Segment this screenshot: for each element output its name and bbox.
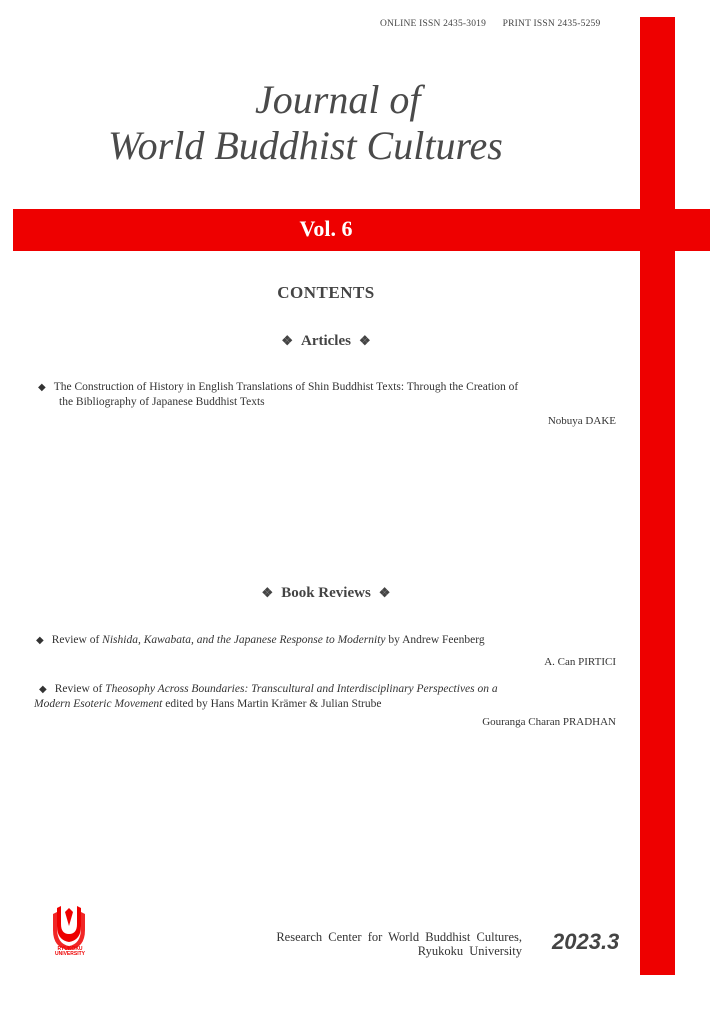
book-title: Nishida, Kawabata, and the Japanese Response to Modernity [102, 634, 386, 646]
red-vertical-bar [640, 17, 675, 975]
review-entry[interactable]: ◆ Review of Theosophy Across Boundaries: Transcultural and Interdisciplinary Perspectives on a Modern Esoteric Movement edited by Hans Martin Krämer & Julian Strube [34, 683, 498, 710]
review-author: Gouranga Charan PRADHAN [482, 716, 616, 728]
article-title-line1: The Construction of History in English Translations of Shin Buddhist Texts: Through the Creation of [53, 381, 519, 393]
article-title-line2: the Bibliography of Japanese Buddhist Texts [59, 396, 265, 408]
contents-heading: CONTENTS [277, 283, 375, 302]
diamond-bullet-icon: ◆ [36, 635, 44, 646]
ornament-icon: ❖ [261, 585, 274, 600]
review-author: A. Can PIRTICI [544, 656, 616, 668]
print-issn: PRINT ISSN 2435-5259 [502, 19, 601, 29]
article-entry[interactable] [38, 380, 628, 410]
volume-label: Vol. 6 [299, 216, 353, 241]
ornament-icon: ❖ [281, 333, 293, 348]
book-reviews-heading: ❖ Book Reviews ❖ [261, 585, 391, 601]
ornament-icon: ❖ [378, 585, 391, 600]
journal-title-line2: World Buddhist Cultures [108, 123, 503, 168]
online-issn: ONLINE ISSN 2435-3019 [380, 19, 487, 29]
article-author: Nobuya DAKE [547, 415, 616, 427]
articles-heading: ❖ Articles ❖ [281, 333, 371, 349]
publication-date: 2023.3 [552, 929, 620, 954]
publisher: Research Center for World Buddhist Cultures, Ryukoku University [276, 930, 522, 958]
diamond-bullet-icon: ◆ [39, 684, 47, 695]
review-entry[interactable]: ◆ Review of Nishida, Kawabata, and the Japanese Response to Modernity by Andrew Feenberg [36, 634, 485, 646]
book-title-line1: Theosophy Across Boundaries: Transcultural and Interdisciplinary Perspectives on a [105, 683, 498, 695]
diamond-bullet-icon: ◆ [38, 382, 46, 393]
logo-text: RYUKOKU UNIVERSITY [54, 946, 85, 957]
issn-line [380, 19, 614, 29]
book-title-line2: Modern Esoteric Movement [34, 698, 163, 710]
ornament-icon: ❖ [358, 333, 371, 348]
